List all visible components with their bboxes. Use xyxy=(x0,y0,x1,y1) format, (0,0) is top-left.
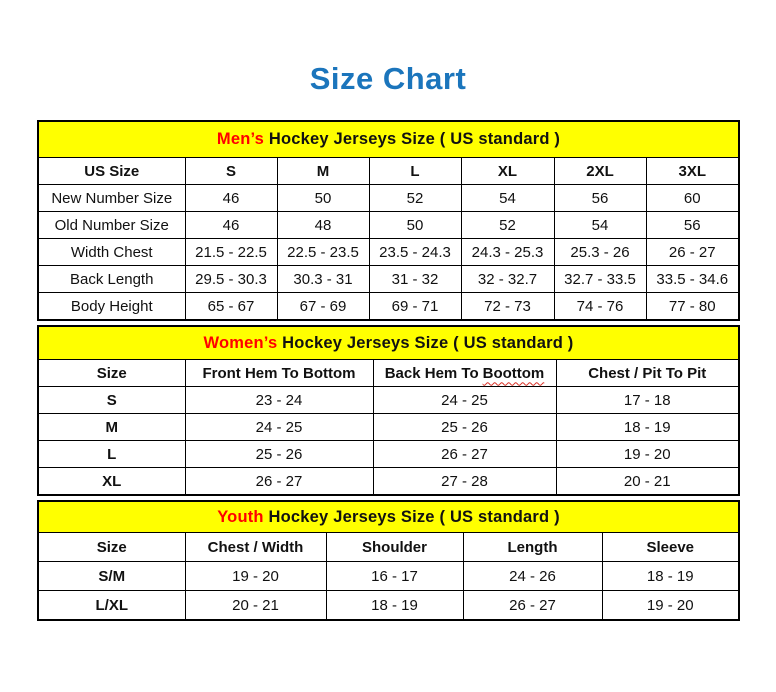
column-header-cell: XL xyxy=(461,158,554,185)
misspelled-word: Boottom xyxy=(482,364,545,382)
womens-title-highlight: Women’s xyxy=(203,333,278,352)
table-cell: 50 xyxy=(277,185,369,212)
table-cell: 19 - 20 xyxy=(556,441,739,468)
table-cell: 52 xyxy=(461,212,554,239)
table-cell: New Number Size xyxy=(38,185,185,212)
table-cell: 60 xyxy=(646,185,739,212)
table-cell: 46 xyxy=(185,212,277,239)
mens-table-title xyxy=(38,121,739,158)
table-cell: 48 xyxy=(277,212,369,239)
table-cell: 18 - 19 xyxy=(556,414,739,441)
table-header-row xyxy=(38,533,739,562)
table-row xyxy=(38,591,739,621)
column-header-cell: L xyxy=(369,158,461,185)
table-row xyxy=(38,212,739,239)
column-header-cell: 3XL xyxy=(646,158,739,185)
column-header-cell: Front Hem To Bottom xyxy=(185,360,373,387)
table-cell: L xyxy=(38,441,185,468)
table-cell: 33.5 - 34.6 xyxy=(646,266,739,293)
table-cell: 25 - 26 xyxy=(373,414,556,441)
table-cell: 20 - 21 xyxy=(185,591,326,621)
womens-table-title-band xyxy=(38,326,739,360)
youth-table-title xyxy=(38,501,739,533)
table-cell: 26 - 27 xyxy=(463,591,602,621)
table-cell: 26 - 27 xyxy=(185,468,373,496)
table-cell: 56 xyxy=(646,212,739,239)
table-cell: 22.5 - 23.5 xyxy=(277,239,369,266)
table-cell: 67 - 69 xyxy=(277,293,369,321)
table-cell: 18 - 19 xyxy=(326,591,463,621)
womens-table-title xyxy=(38,326,739,360)
table-cell: Back Length xyxy=(38,266,185,293)
womens-table-body xyxy=(38,387,739,496)
table-row xyxy=(38,562,739,591)
table-cell: 74 - 76 xyxy=(554,293,646,321)
tables-container xyxy=(37,120,738,621)
table-cell: 21.5 - 22.5 xyxy=(185,239,277,266)
youth-table-title-band xyxy=(38,501,739,533)
table-row xyxy=(38,468,739,496)
mens-title-highlight: Men’s xyxy=(216,130,265,148)
youth-title-text: Hockey Jerseys Size ( US standard ) xyxy=(268,507,560,526)
table-row xyxy=(38,185,739,212)
table-cell: 69 - 71 xyxy=(369,293,461,321)
table-cell: 24 - 25 xyxy=(185,414,373,441)
table-cell: 24 - 26 xyxy=(463,562,602,591)
page-title: Size Chart xyxy=(309,61,467,96)
table-cell: 26 - 27 xyxy=(646,239,739,266)
column-header-cell: M xyxy=(277,158,369,185)
table-header-row xyxy=(38,360,739,387)
mens-table-title-band xyxy=(38,121,739,158)
table-cell: Width Chest xyxy=(38,239,185,266)
table-cell: 52 xyxy=(369,185,461,212)
table-cell: 26 - 27 xyxy=(373,441,556,468)
table-row xyxy=(38,414,739,441)
mens-size-table xyxy=(37,120,740,321)
column-header-cell: Shoulder xyxy=(326,533,463,562)
table-row xyxy=(38,293,739,321)
table-cell: 16 - 17 xyxy=(326,562,463,591)
table-cell: L/XL xyxy=(38,591,185,621)
table-cell: 54 xyxy=(554,212,646,239)
table-cell: 17 - 18 xyxy=(556,387,739,414)
column-header-cell: Size xyxy=(38,533,185,562)
table-row xyxy=(38,266,739,293)
womens-title-text: Hockey Jerseys Size ( US standard ) xyxy=(282,333,574,352)
mens-table-body xyxy=(38,185,739,321)
table-cell: 30.3 - 31 xyxy=(277,266,369,293)
table-row xyxy=(38,387,739,414)
table-cell: 65 - 67 xyxy=(185,293,277,321)
table-cell: 24 - 25 xyxy=(373,387,556,414)
column-header-cell: 2XL xyxy=(554,158,646,185)
mens-title-text: Hockey Jerseys Size ( US standard ) xyxy=(268,130,561,148)
table-cell: 20 - 21 xyxy=(556,468,739,496)
table-cell: 50 xyxy=(369,212,461,239)
table-row xyxy=(38,441,739,468)
table-cell: 29.5 - 30.3 xyxy=(185,266,277,293)
table-cell: 23.5 - 24.3 xyxy=(369,239,461,266)
table-cell: 18 - 19 xyxy=(602,562,739,591)
table-cell: 24.3 - 25.3 xyxy=(461,239,554,266)
table-cell: S xyxy=(38,387,185,414)
table-cell: 56 xyxy=(554,185,646,212)
column-header-cell: S xyxy=(185,158,277,185)
column-header-cell: Chest / Width xyxy=(185,533,326,562)
table-cell: 19 - 20 xyxy=(602,591,739,621)
column-header-cell: Chest / Pit To Pit xyxy=(556,360,739,387)
table-cell: 77 - 80 xyxy=(646,293,739,321)
table-cell: 27 - 28 xyxy=(373,468,556,496)
table-cell: 46 xyxy=(185,185,277,212)
table-cell: 25.3 - 26 xyxy=(554,239,646,266)
youth-size-table xyxy=(37,500,740,621)
table-cell: 32.7 - 33.5 xyxy=(554,266,646,293)
table-cell: 72 - 73 xyxy=(461,293,554,321)
table-cell: Body Height xyxy=(38,293,185,321)
table-cell: XL xyxy=(38,468,185,496)
table-cell: 19 - 20 xyxy=(185,562,326,591)
table-cell: M xyxy=(38,414,185,441)
table-header-row xyxy=(38,158,739,185)
table-cell: 32 - 32.7 xyxy=(461,266,554,293)
header-text: Back Hem To xyxy=(384,364,479,382)
table-cell: 25 - 26 xyxy=(185,441,373,468)
youth-title-highlight: Youth xyxy=(217,507,264,526)
table-row xyxy=(38,239,739,266)
womens-size-table xyxy=(37,325,740,496)
table-cell: 54 xyxy=(461,185,554,212)
table-cell: 23 - 24 xyxy=(185,387,373,414)
table-cell: S/M xyxy=(38,562,185,591)
column-header-cell: Length xyxy=(463,533,602,562)
table-cell: 31 - 32 xyxy=(369,266,461,293)
column-header-cell: Size xyxy=(38,360,185,387)
column-header-cell-with-typo xyxy=(373,360,556,387)
table-cell: Old Number Size xyxy=(38,212,185,239)
column-header-cell: US Size xyxy=(38,158,185,185)
youth-table-body xyxy=(38,562,739,621)
column-header-cell: Sleeve xyxy=(602,533,739,562)
